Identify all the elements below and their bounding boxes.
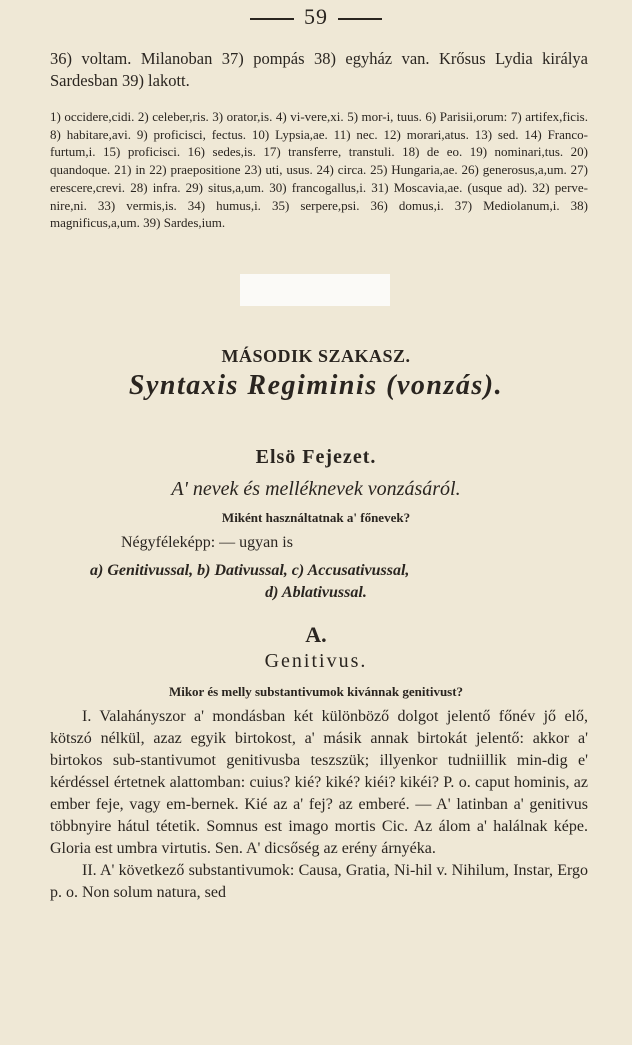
continuation-paragraph: 36) voltam. Milanoban 37) pompás 38) egyház van. Krősus Lydia királya Sardesban 39) lakott. bbox=[50, 49, 588, 90]
cases-line: a) Genitivussal, b) Dativussal, c) Accusativussal, bbox=[90, 562, 410, 579]
section-title: Syntaxis Regiminis (vonzás). bbox=[128, 370, 504, 401]
left-rule bbox=[250, 18, 294, 20]
subsection-letter: A. bbox=[305, 622, 327, 647]
paragraph-two: II. A' következő substantivumok: Causa, Gratia, Ni-hil v. Nihilum, Instar, Ergo p. o. Non solum natura, sed bbox=[50, 862, 588, 901]
paragraph-one: I. Valahányszor a' mondásban két különböző dolgot jelentő főnév jő elő, kötszó nélkül, azaz egyik birtokost, a' másik annak birtokát jelentő: akkor a' birtokos sub-stantivumot genitivusba teszszük; illyenkor tudniillik min-dig e' kérdéssel értetnek alattomban: cuius? kié? kiké? kiéi? kikéi? P. o. caput hominis, az ember feje, vagy em-bernek. Kié az a' fej? az emberé. — A' latinban a' genitivus többnyire hátul tétetik. Somnus est imago mortis Cic. Az álom a' halálnak képe. Gloria est umbra virtutis. Sen. A' dicsőség az erény árnyéka. bbox=[50, 708, 588, 857]
question-heading: Miként használtatnak a' főnevek? bbox=[221, 510, 411, 525]
vocabulary-notes: 1) occidere,cidi. 2) celeber,ris. 3) orator,is. 4) vi-vere,xi. 5) mor-i, tuus. 6) Parisii,orum: 7) artifex,ficis. 8) habitare,avi. 9) proficisci, fectus. 10) Lypsia,ae. 11) nec. 12) morari,atus. 13) sed. 14) Franco-furtum,i. 15) proficisci. 16) sedes,is. 17) transferre, transtuli. 18) de eo. 19) nominari,tus. 20) quandoque. 21) in 22) praepositione 23) uti, usus. 24) circa. 25) Hungaria,ae. 26) generosus,a,um. 27) erescere,crevi. 28) infra. 29) situs,a,um. 30) francogallus,i. 31) Moscavia,ae. (usque ad). 32) perve-nire,ni. 33) vermis,is. 34) humus,i. 35) serpere,psi. 36) domus,i. 37) Mediolanum,i. 38) magnificus,a,um. 39) Sardes,ium. bbox=[50, 109, 588, 231]
blank-patch bbox=[240, 274, 390, 306]
body-text bbox=[50, 706, 588, 904]
section-heading: MÁSODIK SZAKASZ. bbox=[221, 346, 411, 366]
chapter-title: A' nevek és melléknevek vonzásáról. bbox=[171, 478, 461, 500]
chapter-heading: Elsö Fejezet. bbox=[255, 446, 377, 468]
ablative-line: d) Ablativussal. bbox=[265, 584, 367, 601]
page-number-row bbox=[0, 4, 632, 30]
subsection-title: Genitivus. bbox=[264, 650, 368, 672]
page-number: 59 bbox=[304, 4, 328, 29]
right-rule bbox=[338, 18, 382, 20]
four-ways-line: Négyféleképp: — ugyan is bbox=[121, 534, 293, 551]
genitive-question: Mikor és melly substantivumok kivánnak genitivust? bbox=[168, 684, 464, 699]
